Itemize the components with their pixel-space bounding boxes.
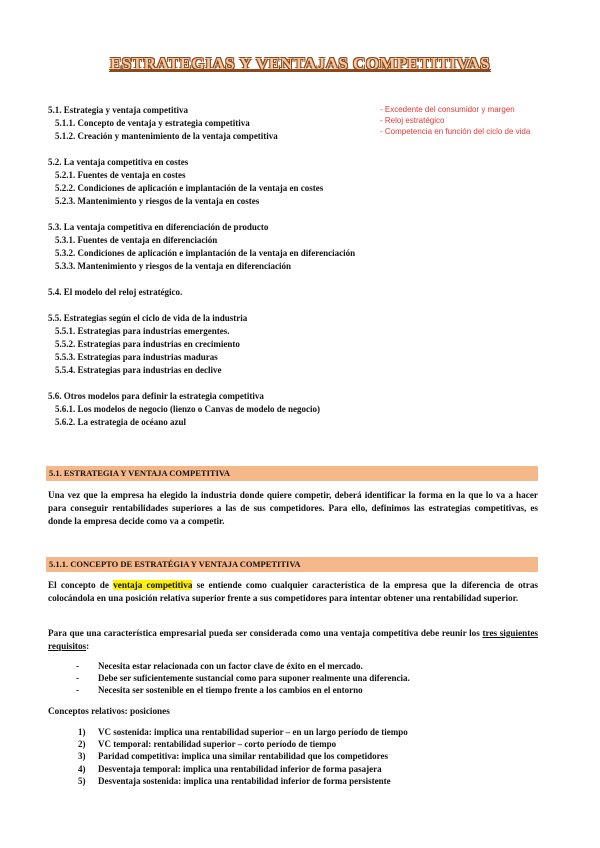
toc-subsection: 5.1.1. Concepto de ventaja y estrategia competitiva — [55, 118, 250, 128]
list-number: 1) — [78, 727, 86, 737]
text-run: Para que una característica empresarial pueda ser considerada como una ventaja competitiva debe reunir los — [48, 628, 483, 638]
concepts-list — [78, 726, 538, 787]
toc-section: 5.4. El modelo del reloj estratégico. — [48, 287, 183, 297]
side-note: - Excedente del consumidor y margen — [380, 105, 515, 114]
toc-subsection: 5.3.2. Condiciones de aplicación e implantación de la ventaja en diferenciación — [55, 248, 356, 258]
list-item-text: Desventaja temporal: implica una rentabilidad inferior de forma pasajera — [98, 763, 382, 774]
toc-section: 5.1. Estrategia y ventaja competitiva — [48, 105, 188, 115]
text-run: se entiende como cualquier característica de la empresa que la diferencia de otras colocándola en una posición relativa superior frente a sus competidores para intentar obtener una rentabilidad superior. — [48, 580, 538, 603]
toc-section: 5.5. Estrategias según el ciclo de vida de la industria — [48, 313, 248, 323]
list-item-text: VC temporal: rentabilidad superior – corto período de tiempo — [98, 739, 337, 750]
toc-subsection: 5.3.1. Fuentes de ventaja en diferenciación — [55, 235, 218, 245]
list-item-text: Necesita estar relacionada con un factor clave de éxito en el mercado. — [98, 661, 363, 671]
toc-subsection: 5.5.2. Estrategias para industrias en crecimiento — [55, 339, 240, 349]
toc-section: 5.6. Otros modelos para definir la estrategia competitiva — [48, 391, 264, 401]
side-note: - Reloj estratégico — [380, 116, 445, 125]
bullet-dash: - — [76, 661, 79, 671]
toc-section: 5.3. La ventaja competitiva en diferenciación de producto — [48, 222, 269, 232]
toc-subsection: 5.5.3. Estrategias para industrias maduras — [55, 352, 218, 362]
toc-subsection: 5.5.1. Estrategias para industrias emergentes. — [55, 326, 230, 336]
list-item — [78, 763, 538, 775]
list-item-text: Desventaja sostenida: implica una rentabilidad inferior de forma persistente — [98, 775, 391, 786]
text-run: : — [86, 641, 90, 651]
list-number: 5) — [78, 775, 86, 786]
list-number: 4) — [78, 763, 86, 774]
requirements-intro — [48, 627, 538, 653]
toc-subsection: 5.2.2. Condiciones de aplicación e implantación de la ventaja en costes — [55, 183, 324, 193]
side-note: - Competencia en función del ciclo de vida — [380, 127, 531, 136]
highlighted-term: ventaja competitiva — [113, 580, 193, 590]
text-run: El concepto de — [48, 580, 114, 590]
list-item-text: VC sostenida: implica una rentabilidad superior – en un largo período de tiempo — [98, 727, 408, 737]
list-item — [76, 684, 536, 696]
subsection-heading: 5.1.1. CONCEPTO DE ESTRATÉGIA Y VENTAJA COMPETITIVA — [46, 557, 538, 572]
toc-subsection: 5.5.4. Estrategias para industrias en declive — [55, 365, 222, 375]
toc-subsection: 5.2.3. Mantenimiento y riesgos de la ventaja en costes — [55, 196, 260, 206]
concept-paragraph — [48, 579, 538, 605]
bullet-dash: - — [76, 673, 79, 683]
toc-subsection: 5.3.3. Mantenimiento y riesgos de la ventaja en diferenciación — [55, 261, 292, 271]
list-number: 2) — [78, 739, 86, 750]
section-paragraph: Una vez que la empresa ha elegido la industria donde quiere competir, deberá identificar la forma en la que lo va a hacer para conseguir rentabilidades superiores a las de sus competidores. Para ello, definimos las estrategias competitivas, es donde la empresa decide como va a competir. — [48, 490, 538, 526]
section-heading: 5.1. ESTRATEGIA Y VENTAJA COMPETITIVA — [46, 466, 538, 481]
underlined-term: tres siguientes requisitos — [48, 628, 538, 651]
list-item — [78, 775, 538, 787]
toc-section: 5.2. La ventaja competitiva en costes — [48, 157, 189, 167]
document-title: ESTRATEGIAS Y VENTAJAS COMPETITIVAS — [109, 54, 491, 73]
side-notes — [380, 104, 590, 137]
list-item-text: Necesita ser sostenible en el tiempo frente a los cambios en el entorno — [98, 685, 363, 695]
toc-subsection: 5.2.1. Fuentes de ventaja en costes — [55, 170, 186, 180]
list-number: 3) — [78, 751, 86, 762]
toc-subsection: 5.6.2. La estrategia de océano azul — [55, 417, 186, 427]
bullet-dash: - — [76, 685, 79, 695]
requirements-list — [76, 660, 536, 696]
list-item-text: Debe ser suficientemente sustancial como para suponer realmente una diferencia. — [98, 673, 410, 683]
concepts-title: Conceptos relativos: posiciones — [48, 706, 170, 716]
list-item — [76, 660, 536, 672]
list-item — [76, 672, 536, 684]
table-of-contents — [48, 104, 378, 429]
list-item — [78, 738, 538, 750]
list-item — [78, 726, 538, 738]
toc-subsection: 5.6.1. Los modelos de negocio (lienzo o Canvas de modelo de negocio) — [55, 404, 320, 414]
list-item-text: Paridad competitiva: implica una similar rentabilidad que los competidores — [98, 751, 389, 762]
toc-subsection: 5.1.2. Creación y mantenimiento de la ventaja competitiva — [55, 131, 278, 141]
list-item — [78, 750, 538, 762]
